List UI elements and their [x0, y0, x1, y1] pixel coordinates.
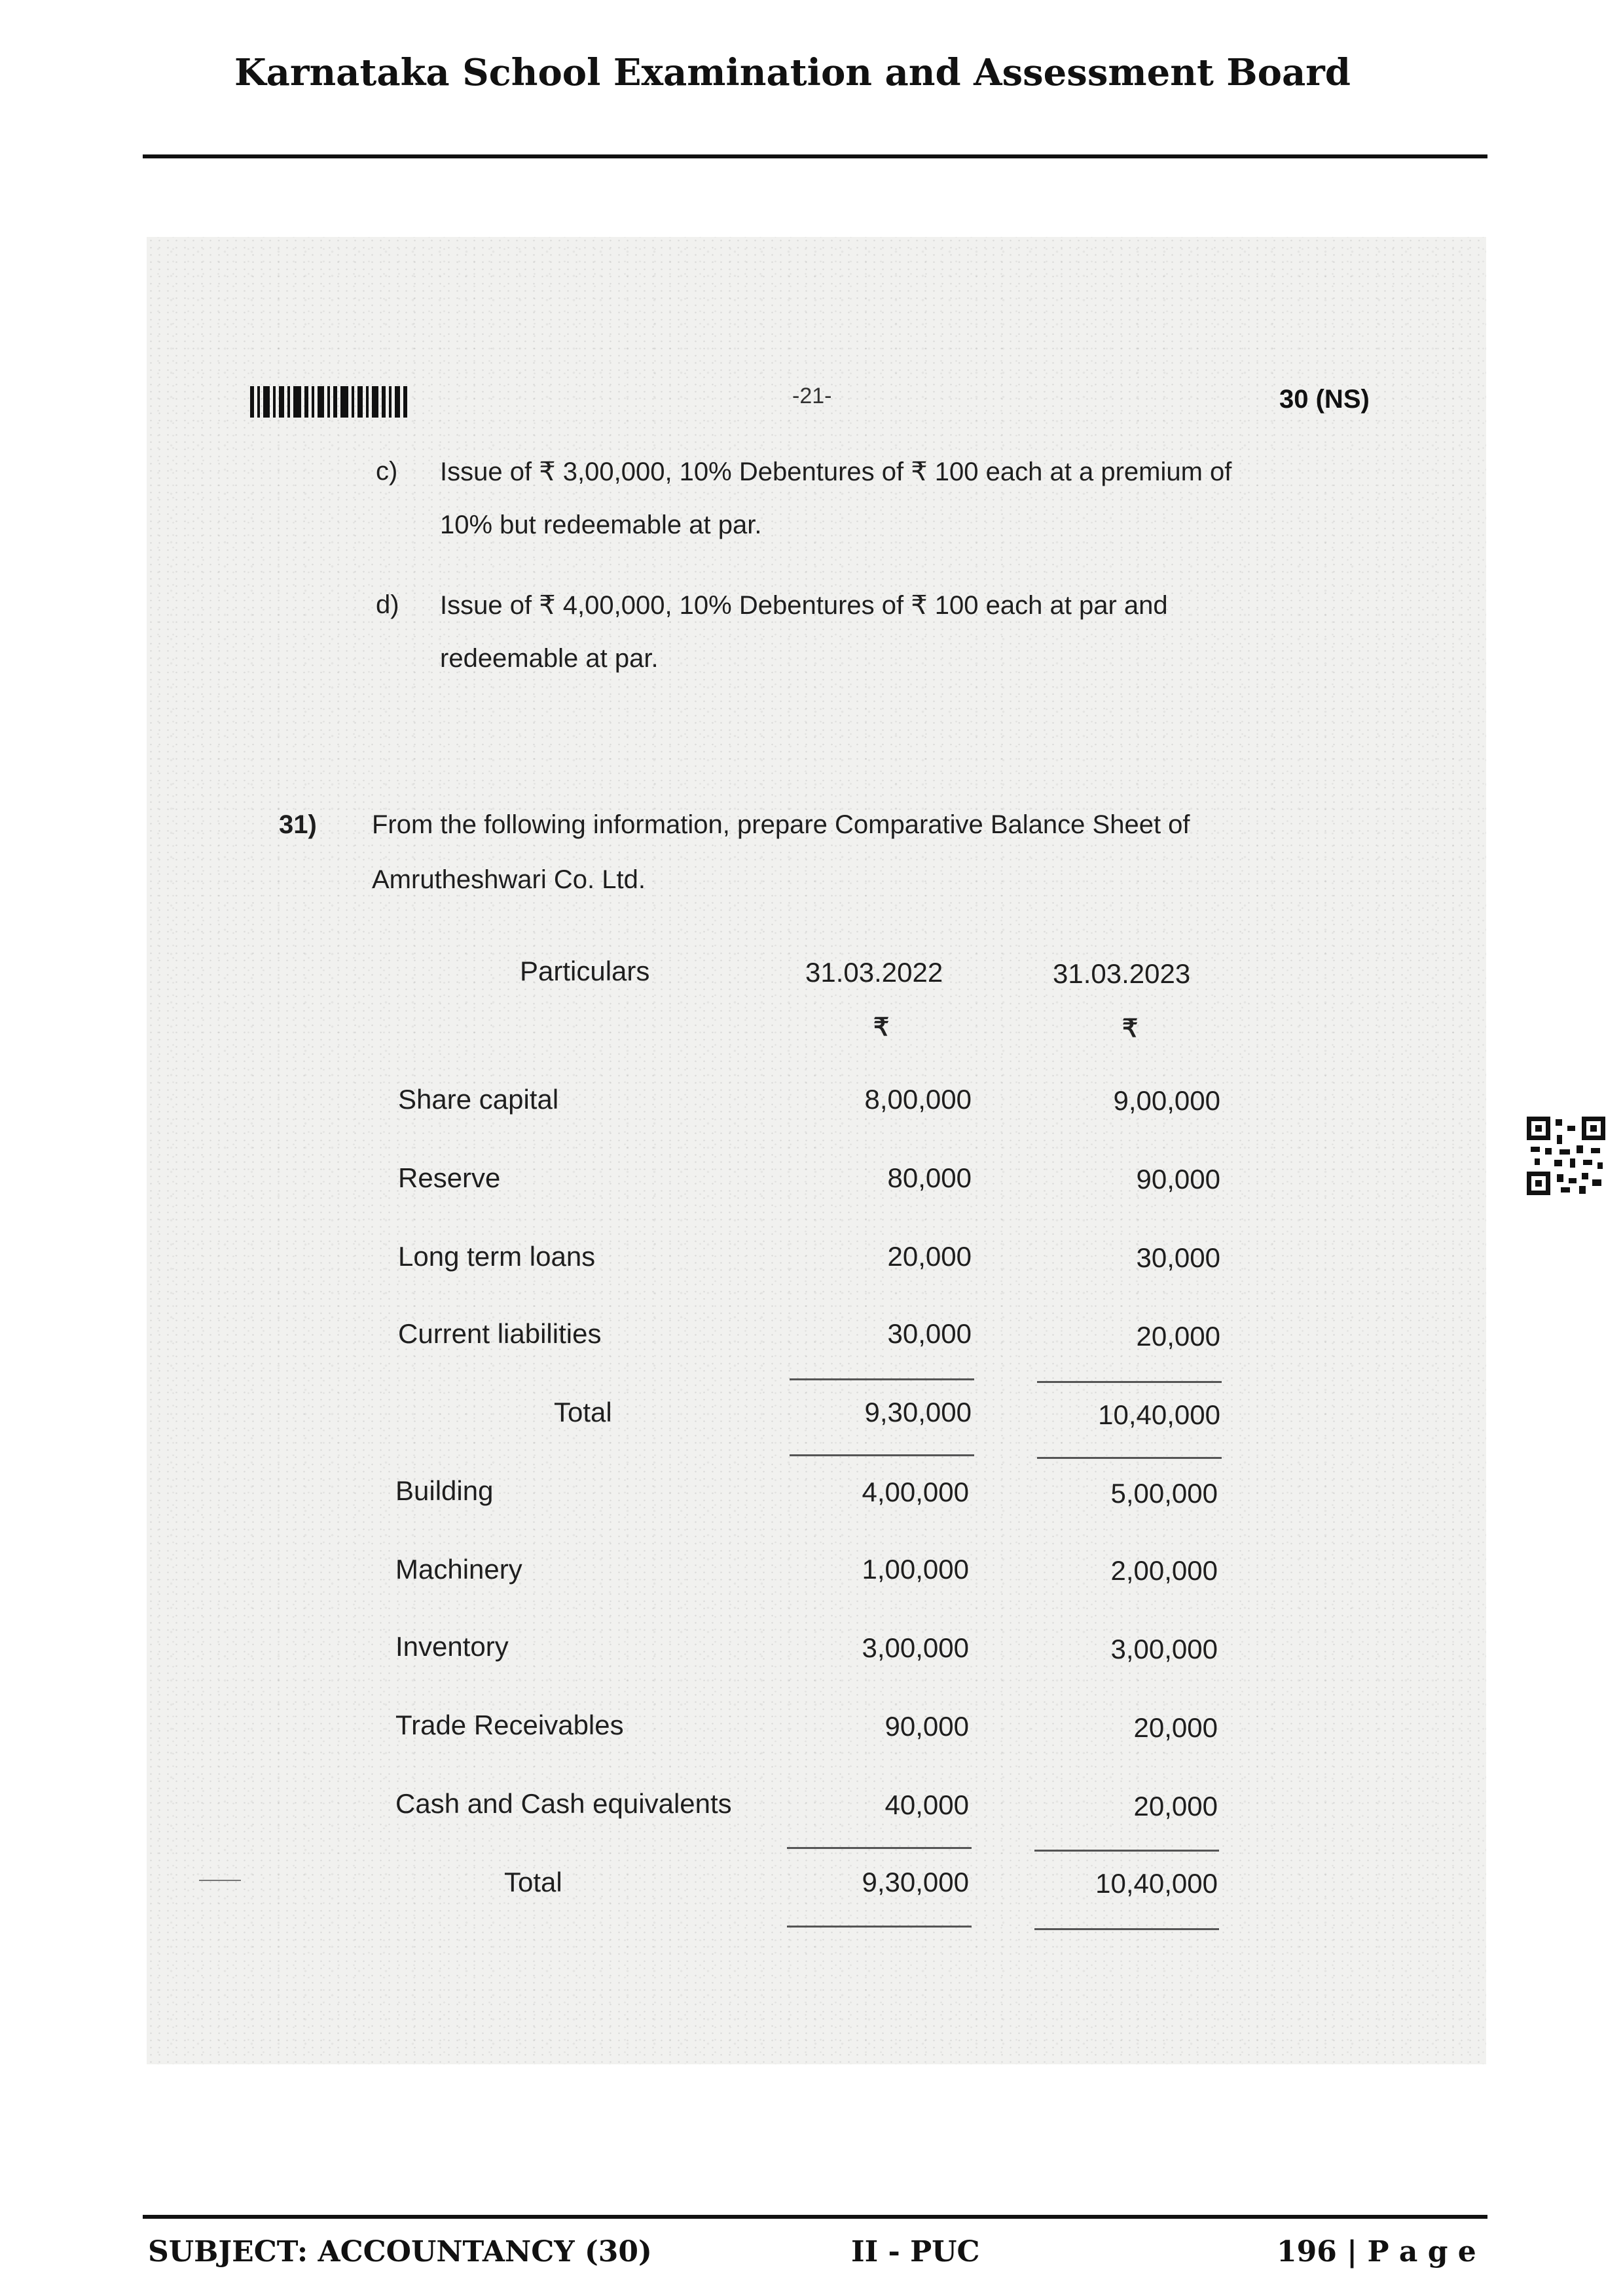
row-value-2023: 30,000 — [1136, 1242, 1220, 1273]
option-c-line1: Issue of ₹ 3,00,000, 10% Debentures of ₹ 100 each at a premium of — [440, 457, 1232, 486]
question-number: 31) — [279, 810, 317, 839]
row-label: Current liabilities — [398, 1318, 602, 1349]
subtotal-rule-2022 — [787, 1847, 972, 1849]
row-value-2022: 3,00,000 — [862, 1632, 969, 1663]
row-label: Machinery — [395, 1554, 522, 1585]
subtotal-rule-2023 — [1037, 1381, 1222, 1383]
footer-page-number: 196 | P a g e — [1277, 2235, 1476, 2269]
footer-subject: SUBJECT: ACCOUNTANCY (30) — [148, 2235, 652, 2269]
page-marker: -21- — [792, 384, 832, 408]
row-value-2023: 20,000 — [1136, 1321, 1220, 1352]
row-value-2022: 40,000 — [884, 1789, 969, 1820]
year2-header: 31.03.2023 — [1053, 958, 1191, 989]
row-value-2023: 3,00,000 — [1110, 1634, 1218, 1664]
paper-code: 30 (NS) — [1279, 385, 1370, 414]
row-label: Inventory — [395, 1631, 509, 1662]
total-rule-2023 — [1034, 1928, 1219, 1930]
total-label: Total — [554, 1397, 612, 1427]
barcode-image — [250, 386, 439, 418]
year1-header: 31.03.2022 — [805, 957, 943, 988]
total-value-2022: 9,30,000 — [862, 1867, 969, 1897]
footer-rule — [143, 2215, 1487, 2219]
option-c-line2: 10% but redeemable at par. — [440, 511, 762, 539]
row-value-2023: 20,000 — [1133, 1712, 1218, 1743]
row-value-2022: 80,000 — [887, 1162, 972, 1193]
qr-code-image — [1527, 1117, 1605, 1195]
header-rule — [143, 154, 1487, 158]
particulars-header: Particulars — [520, 956, 650, 986]
subtotal-rule-2023 — [1034, 1850, 1219, 1852]
rupee-symbol-year2: ₹ — [1122, 1015, 1139, 1043]
subtotal-rule-2022 — [790, 1378, 974, 1380]
board-title: Karnataka School Examination and Assessment Board — [234, 51, 1351, 94]
question-line1: From the following information, prepare Comparative Balance Sheet of — [372, 810, 1190, 839]
scanned-question-page — [147, 237, 1486, 2064]
row-value-2022: 8,00,000 — [864, 1084, 972, 1115]
row-label: Share capital — [398, 1084, 559, 1115]
row-value-2022: 90,000 — [884, 1711, 969, 1742]
row-value-2022: 4,00,000 — [862, 1477, 969, 1507]
option-c-label: c) — [376, 457, 398, 486]
row-value-2022: 30,000 — [887, 1318, 972, 1349]
row-label: Cash and Cash equivalents — [395, 1788, 732, 1819]
rupee-symbol-year1: ₹ — [873, 1014, 890, 1041]
footer-class: II - PUC — [851, 2235, 980, 2269]
total-value-2023: 10,40,000 — [1098, 1399, 1220, 1430]
margin-dash — [199, 1880, 241, 1881]
row-label: Reserve — [398, 1162, 501, 1193]
row-label: Building — [395, 1475, 494, 1506]
option-d-label: d) — [376, 590, 399, 619]
option-d-line2: redeemable at par. — [440, 644, 659, 673]
row-value-2022: 1,00,000 — [862, 1554, 969, 1585]
option-d-line1: Issue of ₹ 4,00,000, 10% Debentures of ₹ 100 each at par and — [440, 591, 1168, 620]
row-value-2023: 5,00,000 — [1110, 1478, 1218, 1509]
row-label: Trade Receivables — [395, 1710, 624, 1740]
total-value-2022: 9,30,000 — [864, 1397, 972, 1427]
row-value-2023: 9,00,000 — [1113, 1085, 1220, 1116]
total-rule-2023 — [1037, 1457, 1222, 1459]
row-value-2023: 20,000 — [1133, 1791, 1218, 1821]
row-label: Long term loans — [398, 1241, 596, 1272]
total-rule-2022 — [790, 1454, 974, 1456]
row-value-2023: 2,00,000 — [1110, 1555, 1218, 1586]
question-line2: Amrutheshwari Co. Ltd. — [372, 865, 646, 894]
total-value-2023: 10,40,000 — [1095, 1868, 1218, 1899]
total-label: Total — [504, 1867, 562, 1897]
row-value-2023: 90,000 — [1136, 1164, 1220, 1194]
total-rule-2022 — [787, 1926, 972, 1928]
row-value-2022: 20,000 — [887, 1241, 972, 1272]
